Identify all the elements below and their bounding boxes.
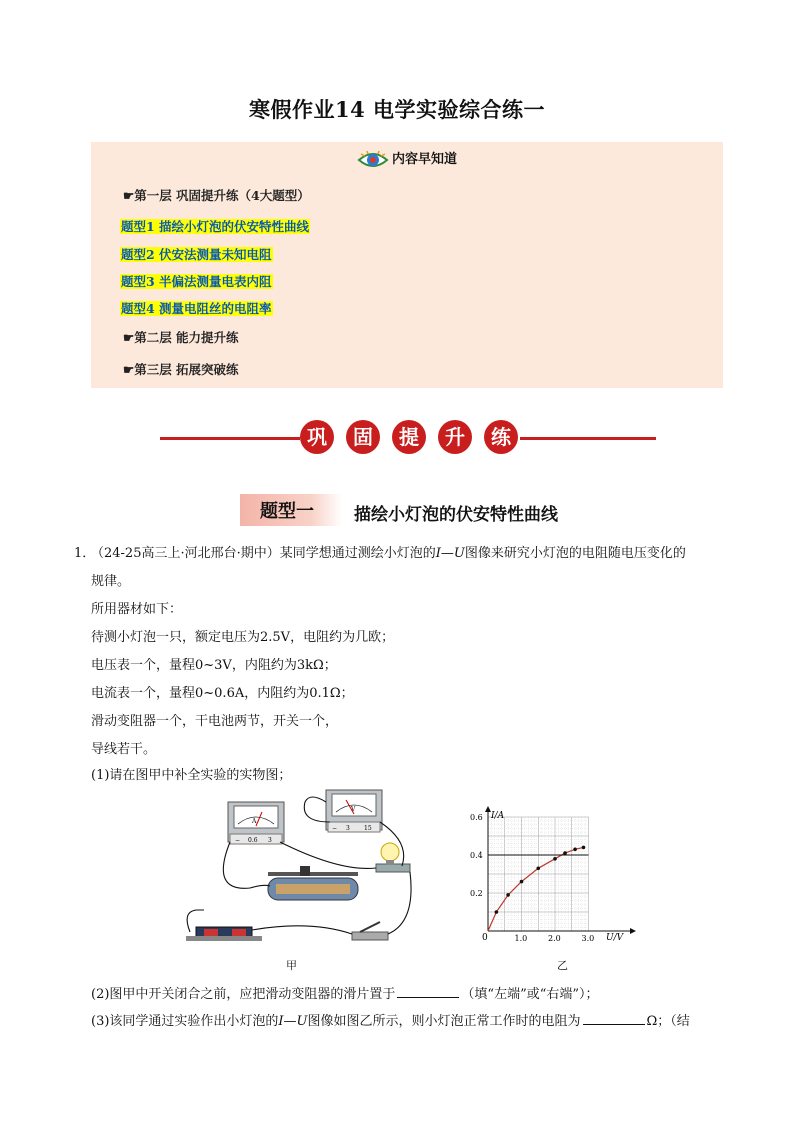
sub-question-3: (3)该同学通过实验作出小灯泡的I—U图像如图乙所示，则小灯泡正常工作时的电阻为 Ω；（结 <box>91 1014 690 1029</box>
ammeter-terminal: − <box>235 837 241 844</box>
figure-caption-b: 乙 <box>557 959 568 972</box>
data-point <box>520 880 524 884</box>
x-tick-label: 3.0 <box>581 934 595 943</box>
type-4-link[interactable]: 题型4 测量电阻丝的电阻率 <box>121 301 272 316</box>
contents-heading <box>91 148 723 169</box>
data-point <box>573 848 577 852</box>
sub-question-2: (2)图甲中开关闭合之前，应把滑动变阻器的滑片置于 （填“左端”或“右端”）； <box>91 987 599 1002</box>
type-1-link[interactable]: 题型1 描绘小灯泡的伏安特性曲线 <box>121 219 310 234</box>
banner-char: 固 <box>346 420 380 454</box>
question-intro: （24-25高三上·河北邢台·期中）某同学想通过测绘小灯泡的I—U图像来研究小灯泡的电阻随电压变化的 <box>91 546 686 561</box>
contents-box <box>91 142 723 388</box>
level-one-link[interactable]: ☛第一层 巩固提升练（4大题型） <box>123 188 310 203</box>
origin-label: 0 <box>482 933 488 943</box>
bulb <box>376 843 410 872</box>
ammeter-terminal: 0.6 <box>248 837 258 844</box>
document-title: 寒假作业14 电学实验综合练一 <box>248 97 546 122</box>
banner-char: 提 <box>392 420 426 454</box>
type-3-link[interactable]: 题型3 半偏法测量电表内阻 <box>121 274 272 289</box>
contents-heading-text: 内容早知道 <box>391 152 457 167</box>
equipment-heading: 所用器材如下： <box>91 602 183 617</box>
banner-rule-right <box>520 437 656 440</box>
level-two-link[interactable]: ☛第二层 能力提升练 <box>123 330 239 345</box>
section-badge: 题型一 <box>240 494 342 526</box>
answer-blank[interactable] <box>397 986 459 998</box>
data-point <box>563 851 567 855</box>
data-point <box>495 910 499 914</box>
switch <box>352 922 388 940</box>
voltmeter <box>326 790 382 832</box>
voltmeter-letter: V <box>351 806 356 813</box>
y-tick-label: 0.4 <box>470 851 483 860</box>
question-number: 1． <box>74 546 96 561</box>
x-tick-label: 2.0 <box>548 934 561 943</box>
rheostat <box>268 866 358 900</box>
data-point <box>553 857 557 861</box>
equipment-item: 滑动变阻器一个，干电池两节，开关一个， <box>91 714 339 729</box>
x-axis-label: U/V <box>606 933 624 943</box>
battery <box>186 927 262 941</box>
circuit-figure <box>180 782 420 950</box>
question-intro-cont: 规律。 <box>91 574 131 589</box>
level-three-link[interactable]: ☛第三层 拓展突破练 <box>123 362 239 377</box>
answer-blank[interactable] <box>583 1013 645 1025</box>
y-axis-label: I/A <box>491 811 505 821</box>
chart-grid <box>488 817 589 931</box>
banner-char: 升 <box>438 420 472 454</box>
equipment-item: 电流表一个，量程0~0.6A，内阻约为0.1Ω； <box>91 686 354 701</box>
voltmeter-terminal: 15 <box>364 825 372 832</box>
figure-caption-a: 甲 <box>286 959 297 972</box>
sub-question-1: (1)请在图甲中补全实验的实物图； <box>91 768 292 783</box>
voltmeter-terminal: − <box>332 825 338 832</box>
ammeter <box>228 802 284 844</box>
equipment-item: 导线若干。 <box>91 742 157 757</box>
data-point <box>582 846 586 850</box>
eye-icon <box>357 151 389 169</box>
data-point <box>506 893 510 897</box>
type-2-link[interactable]: 题型2 伏安法测量未知电阻 <box>121 247 272 262</box>
x-tick-label: 1.0 <box>514 934 528 943</box>
banner-char: 巩 <box>300 420 334 454</box>
banner-char: 练 <box>484 420 518 454</box>
equipment-item: 电压表一个，量程0~3V，内阻约为3kΩ； <box>91 658 337 673</box>
data-point <box>536 867 540 871</box>
ammeter-letter: A <box>252 818 257 825</box>
iu-chart <box>468 806 638 946</box>
equipment-item: 待测小灯泡一只，额定电压为2.5V，电阻约为几欧； <box>91 630 395 645</box>
section-title: 描绘小灯泡的伏安特性曲线 <box>354 505 558 525</box>
banner-rule-left <box>160 437 300 440</box>
y-tick-label: 0.2 <box>470 889 483 898</box>
x-axis-arrow <box>630 928 636 934</box>
ammeter-terminal: 3 <box>268 837 272 844</box>
voltmeter-terminal: 3 <box>346 825 350 832</box>
y-tick-label: 0.6 <box>470 813 483 822</box>
